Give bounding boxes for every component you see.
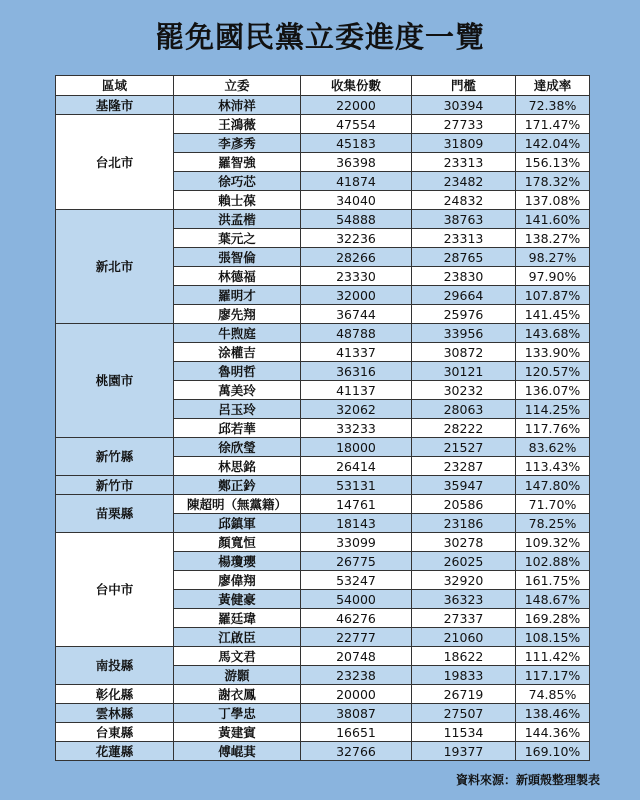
legislator-cell: 林思銘 bbox=[174, 457, 301, 476]
legislator-cell: 徐欣瑩 bbox=[174, 438, 301, 457]
threshold-cell: 19377 bbox=[412, 742, 516, 761]
threshold-cell: 30121 bbox=[412, 362, 516, 381]
region-cell: 新竹縣 bbox=[56, 438, 174, 476]
rate-cell: 74.85% bbox=[516, 685, 590, 704]
collected-cell: 32766 bbox=[301, 742, 412, 761]
region-cell: 雲林縣 bbox=[56, 704, 174, 723]
legislator-cell: 涂權吉 bbox=[174, 343, 301, 362]
threshold-cell: 26719 bbox=[412, 685, 516, 704]
region-cell: 台東縣 bbox=[56, 723, 174, 742]
rate-cell: 107.87% bbox=[516, 286, 590, 305]
collected-cell: 20748 bbox=[301, 647, 412, 666]
rate-cell: 148.67% bbox=[516, 590, 590, 609]
collected-cell: 22000 bbox=[301, 96, 412, 115]
legislator-cell: 廖偉翔 bbox=[174, 571, 301, 590]
region-cell: 新北市 bbox=[56, 210, 174, 324]
legislator-cell: 萬美玲 bbox=[174, 381, 301, 400]
rate-cell: 141.60% bbox=[516, 210, 590, 229]
collected-cell: 47554 bbox=[301, 115, 412, 134]
rate-cell: 137.08% bbox=[516, 191, 590, 210]
rate-cell: 169.28% bbox=[516, 609, 590, 628]
collected-cell: 36398 bbox=[301, 153, 412, 172]
legislator-cell: 廖先翔 bbox=[174, 305, 301, 324]
threshold-cell: 23313 bbox=[412, 229, 516, 248]
threshold-cell: 28765 bbox=[412, 248, 516, 267]
rate-cell: 109.32% bbox=[516, 533, 590, 552]
table-row bbox=[56, 723, 590, 742]
threshold-cell: 27733 bbox=[412, 115, 516, 134]
threshold-cell: 20586 bbox=[412, 495, 516, 514]
collected-cell: 36744 bbox=[301, 305, 412, 324]
rate-cell: 72.38% bbox=[516, 96, 590, 115]
header-threshold: 門檻 bbox=[412, 76, 516, 96]
legislator-cell: 黃建賓 bbox=[174, 723, 301, 742]
legislator-cell: 傅崐萁 bbox=[174, 742, 301, 761]
threshold-cell: 35947 bbox=[412, 476, 516, 495]
region-cell: 苗栗縣 bbox=[56, 495, 174, 533]
legislator-cell: 黃健豪 bbox=[174, 590, 301, 609]
collected-cell: 54888 bbox=[301, 210, 412, 229]
threshold-cell: 18622 bbox=[412, 647, 516, 666]
collected-cell: 26775 bbox=[301, 552, 412, 571]
source-note: 資料來源：新頭殼整理製表 bbox=[455, 773, 600, 787]
rate-cell: 169.10% bbox=[516, 742, 590, 761]
table-row bbox=[56, 96, 590, 115]
legislator-cell: 謝衣鳳 bbox=[174, 685, 301, 704]
collected-cell: 48788 bbox=[301, 324, 412, 343]
collected-cell: 33099 bbox=[301, 533, 412, 552]
legislator-cell: 游顥 bbox=[174, 666, 301, 685]
legislator-cell: 林沛祥 bbox=[174, 96, 301, 115]
table-row bbox=[56, 210, 590, 229]
legislator-cell: 牛煦庭 bbox=[174, 324, 301, 343]
rate-cell: 97.90% bbox=[516, 267, 590, 286]
rate-cell: 143.68% bbox=[516, 324, 590, 343]
collected-cell: 33233 bbox=[301, 419, 412, 438]
threshold-cell: 27507 bbox=[412, 704, 516, 723]
table-row bbox=[56, 742, 590, 761]
rate-cell: 178.32% bbox=[516, 172, 590, 191]
rate-cell: 83.62% bbox=[516, 438, 590, 457]
threshold-cell: 38763 bbox=[412, 210, 516, 229]
threshold-cell: 24832 bbox=[412, 191, 516, 210]
header-collected: 收集份數 bbox=[301, 76, 412, 96]
region-cell: 桃園市 bbox=[56, 324, 174, 438]
collected-cell: 46276 bbox=[301, 609, 412, 628]
table-body bbox=[56, 96, 590, 761]
collected-cell: 23238 bbox=[301, 666, 412, 685]
recall-progress-table bbox=[55, 75, 590, 761]
threshold-cell: 23830 bbox=[412, 267, 516, 286]
legislator-cell: 顏寬恒 bbox=[174, 533, 301, 552]
legislator-cell: 呂玉玲 bbox=[174, 400, 301, 419]
rate-cell: 133.90% bbox=[516, 343, 590, 362]
table-row bbox=[56, 647, 590, 666]
legislator-cell: 陳超明（無黨籍） bbox=[174, 495, 301, 514]
legislator-cell: 羅廷瑋 bbox=[174, 609, 301, 628]
legislator-cell: 魯明哲 bbox=[174, 362, 301, 381]
rate-cell: 117.17% bbox=[516, 666, 590, 685]
threshold-cell: 30394 bbox=[412, 96, 516, 115]
rate-cell: 117.76% bbox=[516, 419, 590, 438]
table-row bbox=[56, 685, 590, 704]
region-cell: 基隆市 bbox=[56, 96, 174, 115]
legislator-cell: 邱若華 bbox=[174, 419, 301, 438]
table-header-row bbox=[56, 76, 590, 96]
legislator-cell: 李彥秀 bbox=[174, 134, 301, 153]
legislator-cell: 王鴻薇 bbox=[174, 115, 301, 134]
rate-cell: 171.47% bbox=[516, 115, 590, 134]
threshold-cell: 19833 bbox=[412, 666, 516, 685]
collected-cell: 20000 bbox=[301, 685, 412, 704]
rate-cell: 138.27% bbox=[516, 229, 590, 248]
rate-cell: 136.07% bbox=[516, 381, 590, 400]
legislator-cell: 馬文君 bbox=[174, 647, 301, 666]
region-cell: 台北市 bbox=[56, 115, 174, 210]
threshold-cell: 11534 bbox=[412, 723, 516, 742]
collected-cell: 32236 bbox=[301, 229, 412, 248]
collected-cell: 14761 bbox=[301, 495, 412, 514]
collected-cell: 22777 bbox=[301, 628, 412, 647]
page-title: 罷免國民黨立委進度一覽 bbox=[154, 20, 485, 54]
collected-cell: 41874 bbox=[301, 172, 412, 191]
legislator-cell: 江啟臣 bbox=[174, 628, 301, 647]
collected-cell: 53131 bbox=[301, 476, 412, 495]
rate-cell: 156.13% bbox=[516, 153, 590, 172]
header-rate: 達成率 bbox=[516, 76, 590, 96]
table-row bbox=[56, 324, 590, 343]
rate-cell: 102.88% bbox=[516, 552, 590, 571]
threshold-cell: 27337 bbox=[412, 609, 516, 628]
legislator-cell: 賴士葆 bbox=[174, 191, 301, 210]
table-row bbox=[56, 495, 590, 514]
rate-cell: 141.45% bbox=[516, 305, 590, 324]
table-row bbox=[56, 438, 590, 457]
legislator-cell: 林德福 bbox=[174, 267, 301, 286]
collected-cell: 16651 bbox=[301, 723, 412, 742]
threshold-cell: 23186 bbox=[412, 514, 516, 533]
collected-cell: 32062 bbox=[301, 400, 412, 419]
collected-cell: 32000 bbox=[301, 286, 412, 305]
legislator-cell: 徐巧芯 bbox=[174, 172, 301, 191]
collected-cell: 36316 bbox=[301, 362, 412, 381]
region-cell: 台中市 bbox=[56, 533, 174, 647]
threshold-cell: 30278 bbox=[412, 533, 516, 552]
legislator-cell: 葉元之 bbox=[174, 229, 301, 248]
rate-cell: 98.27% bbox=[516, 248, 590, 267]
threshold-cell: 21527 bbox=[412, 438, 516, 457]
threshold-cell: 32920 bbox=[412, 571, 516, 590]
threshold-cell: 25976 bbox=[412, 305, 516, 324]
rate-cell: 111.42% bbox=[516, 647, 590, 666]
legislator-cell: 張智倫 bbox=[174, 248, 301, 267]
rate-cell: 108.15% bbox=[516, 628, 590, 647]
threshold-cell: 28063 bbox=[412, 400, 516, 419]
header-legislator: 立委 bbox=[174, 76, 301, 96]
table-row bbox=[56, 533, 590, 552]
collected-cell: 18000 bbox=[301, 438, 412, 457]
rate-cell: 142.04% bbox=[516, 134, 590, 153]
threshold-cell: 30872 bbox=[412, 343, 516, 362]
legislator-cell: 羅智強 bbox=[174, 153, 301, 172]
rate-cell: 144.36% bbox=[516, 723, 590, 742]
table-row bbox=[56, 704, 590, 723]
threshold-cell: 21060 bbox=[412, 628, 516, 647]
collected-cell: 54000 bbox=[301, 590, 412, 609]
threshold-cell: 26025 bbox=[412, 552, 516, 571]
threshold-cell: 31809 bbox=[412, 134, 516, 153]
rate-cell: 138.46% bbox=[516, 704, 590, 723]
region-cell: 花蓮縣 bbox=[56, 742, 174, 761]
threshold-cell: 28222 bbox=[412, 419, 516, 438]
threshold-cell: 23313 bbox=[412, 153, 516, 172]
rate-cell: 114.25% bbox=[516, 400, 590, 419]
rate-cell: 120.57% bbox=[516, 362, 590, 381]
legislator-cell: 邱鎮軍 bbox=[174, 514, 301, 533]
collected-cell: 34040 bbox=[301, 191, 412, 210]
legislator-cell: 楊瓊瓔 bbox=[174, 552, 301, 571]
collected-cell: 28266 bbox=[301, 248, 412, 267]
legislator-cell: 洪孟楷 bbox=[174, 210, 301, 229]
collected-cell: 41337 bbox=[301, 343, 412, 362]
threshold-cell: 29664 bbox=[412, 286, 516, 305]
table-row bbox=[56, 115, 590, 134]
threshold-cell: 30232 bbox=[412, 381, 516, 400]
table-row bbox=[56, 476, 590, 495]
collected-cell: 45183 bbox=[301, 134, 412, 153]
rate-cell: 147.80% bbox=[516, 476, 590, 495]
collected-cell: 41137 bbox=[301, 381, 412, 400]
region-cell: 新竹市 bbox=[56, 476, 174, 495]
collected-cell: 23330 bbox=[301, 267, 412, 286]
legislator-cell: 鄭正鈐 bbox=[174, 476, 301, 495]
header-region: 區域 bbox=[56, 76, 174, 96]
threshold-cell: 23482 bbox=[412, 172, 516, 191]
collected-cell: 18143 bbox=[301, 514, 412, 533]
threshold-cell: 23287 bbox=[412, 457, 516, 476]
threshold-cell: 36323 bbox=[412, 590, 516, 609]
rate-cell: 78.25% bbox=[516, 514, 590, 533]
rate-cell: 161.75% bbox=[516, 571, 590, 590]
region-cell: 南投縣 bbox=[56, 647, 174, 685]
rate-cell: 113.43% bbox=[516, 457, 590, 476]
collected-cell: 26414 bbox=[301, 457, 412, 476]
legislator-cell: 羅明才 bbox=[174, 286, 301, 305]
rate-cell: 71.70% bbox=[516, 495, 590, 514]
collected-cell: 53247 bbox=[301, 571, 412, 590]
collected-cell: 38087 bbox=[301, 704, 412, 723]
threshold-cell: 33956 bbox=[412, 324, 516, 343]
legislator-cell: 丁學忠 bbox=[174, 704, 301, 723]
region-cell: 彰化縣 bbox=[56, 685, 174, 704]
